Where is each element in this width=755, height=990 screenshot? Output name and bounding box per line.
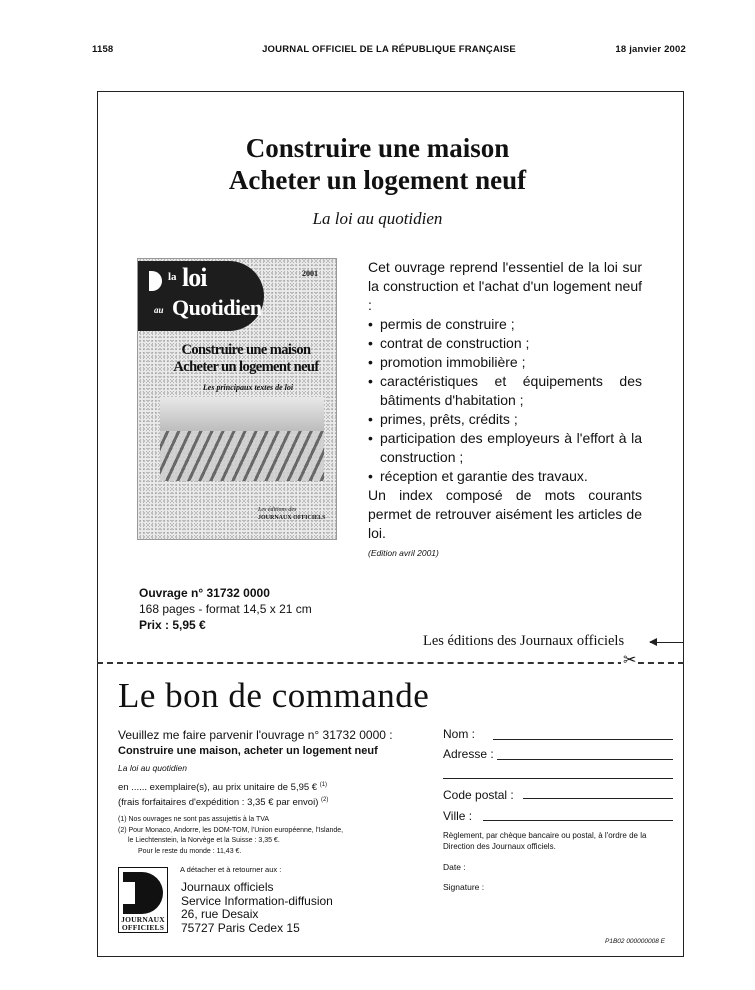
list-item — [368, 429, 642, 467]
adresse-field[interactable] — [497, 759, 673, 760]
list-item — [368, 410, 642, 429]
logo-text-line2: OFFICIELS — [121, 923, 165, 932]
note-ref-2: (2) — [321, 797, 329, 804]
journal-title: JOURNAL OFFICIEL DE LA RÉPUBLIQUE FRANÇAISE — [262, 44, 516, 55]
ad-title-line1: Construire une maison — [245, 133, 510, 163]
address-line: Journaux officiels — [181, 880, 274, 894]
order-series: La loi au quotidien — [118, 763, 188, 773]
bullet-icon: • — [368, 373, 373, 389]
cover-tagline: Les principaux textes de loi — [202, 383, 294, 392]
contents-list — [368, 315, 642, 486]
ad-subtitle: La loi au quotidien — [312, 209, 443, 228]
bullet-icon: • — [368, 316, 373, 332]
ville-field[interactable] — [483, 820, 673, 821]
cover-publisher-line2: JOURNAUX OFFICIELS — [258, 515, 326, 521]
ad-title-line2: Acheter un logement neuf — [228, 165, 527, 195]
list-item — [368, 353, 642, 372]
adresse-field-line2[interactable] — [443, 778, 673, 779]
list-item-text: primes, prêts, crédits ; — [380, 411, 518, 427]
bullet-icon: • — [368, 411, 373, 427]
jo-logo-notch — [123, 882, 135, 904]
address-line: 75727 Paris Cedex 15 — [181, 920, 300, 935]
cut-line — [97, 662, 684, 664]
page-number: 1158 — [92, 44, 114, 55]
cover-series-au: au — [154, 305, 164, 315]
cover-publisher-line1: Les éditions des — [258, 507, 297, 513]
order-request: Veuillez me faire parvenir l'ouvrage n° 31732 0000 : — [118, 728, 393, 742]
cover-series-la: la — [168, 271, 177, 283]
description-intro: Cet ouvrage reprend l'essentiel de la loi sur la construction et l'achat d'un logement neuf : — [368, 259, 642, 313]
book-cover — [137, 258, 337, 540]
publisher-label: Les éditions des Journaux officiels — [423, 633, 625, 649]
payment-instructions: Règlement, par chèque bancaire ou postal, à l'ordre de la Direction des Journaux officiels. — [443, 831, 647, 851]
logo-text-line1: JOURNAUX — [121, 915, 165, 924]
footnotes — [118, 815, 418, 857]
list-item — [368, 467, 642, 486]
edition-note: (Edition avril 2001) — [368, 548, 439, 558]
address-line: 26, rue Desaix — [181, 907, 259, 921]
code-postal-label: Code postal : — [443, 788, 514, 802]
shipping-line — [118, 794, 418, 809]
shipping-text: (frais forfaitaires d'expédition : 3,35 € par envoi) — [118, 797, 319, 809]
form-code: P1B02 000000008 E — [605, 938, 665, 945]
nom-field[interactable] — [493, 739, 673, 740]
bullet-icon: • — [368, 335, 373, 351]
cover-year: 2001 — [302, 269, 318, 278]
list-item — [368, 315, 642, 334]
bullet-icon: • — [368, 430, 373, 446]
bullet-icon: • — [368, 468, 373, 484]
nom-label: Nom : — [443, 727, 476, 741]
cover-series-quotidien: Quotidien — [172, 295, 262, 320]
detach-instruction: A détacher et à retourner aux : — [180, 865, 282, 874]
bullet-icon: • — [368, 354, 373, 370]
book-price: Prix : 5,95 € — [139, 618, 206, 632]
return-address — [181, 881, 333, 935]
book-reference — [139, 585, 312, 633]
footnote-2b: le Liechtenstein, la Norvège et la Suisse : 3,35 €. — [128, 837, 280, 845]
signature-field[interactable]: Signature : — [443, 882, 485, 892]
arrow-left-icon — [650, 642, 684, 643]
order-form-title: Le bon de commande — [118, 676, 430, 715]
note-ref-1: (1) — [319, 782, 328, 788]
order-book-title: Construire une maison, acheter un logement neuf — [118, 745, 378, 757]
book-description — [368, 258, 642, 563]
date-field[interactable]: Date : — [443, 862, 466, 872]
quantity-line[interactable] — [118, 779, 418, 794]
cover-title-line2: Acheter un logement neuf — [173, 359, 319, 375]
adresse-label: Adresse : — [443, 747, 494, 761]
index-note: Un index composé de mots courants permet de retrouver aisément les articles de loi. — [368, 487, 642, 541]
code-postal-field[interactable] — [523, 798, 673, 799]
list-item-text: permis de construire ; — [380, 316, 515, 332]
quantity-text: en ...... exemplaire(s), au prix unitaire de 5,95 € — [118, 782, 318, 794]
cover-photo-sky — [160, 397, 324, 431]
address-line: Service Information-diffusion — [181, 893, 333, 908]
journaux-officiels-logo — [118, 867, 168, 933]
list-item-text: caractéristiques et équipements des bâtiments d'habitation ; — [380, 373, 642, 408]
list-item-text: participation des employeurs à l'effort à la construction ; — [380, 430, 642, 465]
footnote-2c: Pour le reste du monde : 11,43 €. — [138, 847, 242, 855]
ville-label: Ville : — [443, 809, 473, 823]
jo-logo-stem — [144, 271, 149, 291]
list-item — [368, 372, 642, 410]
footnote-1: (1) Nos ouvrages ne sont pas assujettis à la TVA — [118, 816, 270, 824]
issue-date: 18 janvier 2002 — [615, 44, 686, 55]
scissors-icon: ✂ — [623, 652, 637, 669]
order-details — [118, 727, 418, 857]
list-item-text: contrat de construction ; — [380, 335, 530, 351]
footnote-2a: (2) Pour Monaco, Andorre, les DOM-TOM, l'Union européenne, l'Islande, — [118, 826, 344, 834]
cover-series-loi: loi — [182, 263, 207, 292]
book-format: 168 pages - format 14,5 x 21 cm — [139, 602, 312, 616]
list-item-text: réception et garantie des travaux. — [380, 468, 588, 484]
list-item-text: promotion immobilière ; — [380, 354, 526, 370]
list-item — [368, 334, 642, 353]
cover-title-line1: Construire une maison — [181, 342, 311, 358]
ouvrage-number: Ouvrage n° 31732 0000 — [139, 586, 270, 600]
